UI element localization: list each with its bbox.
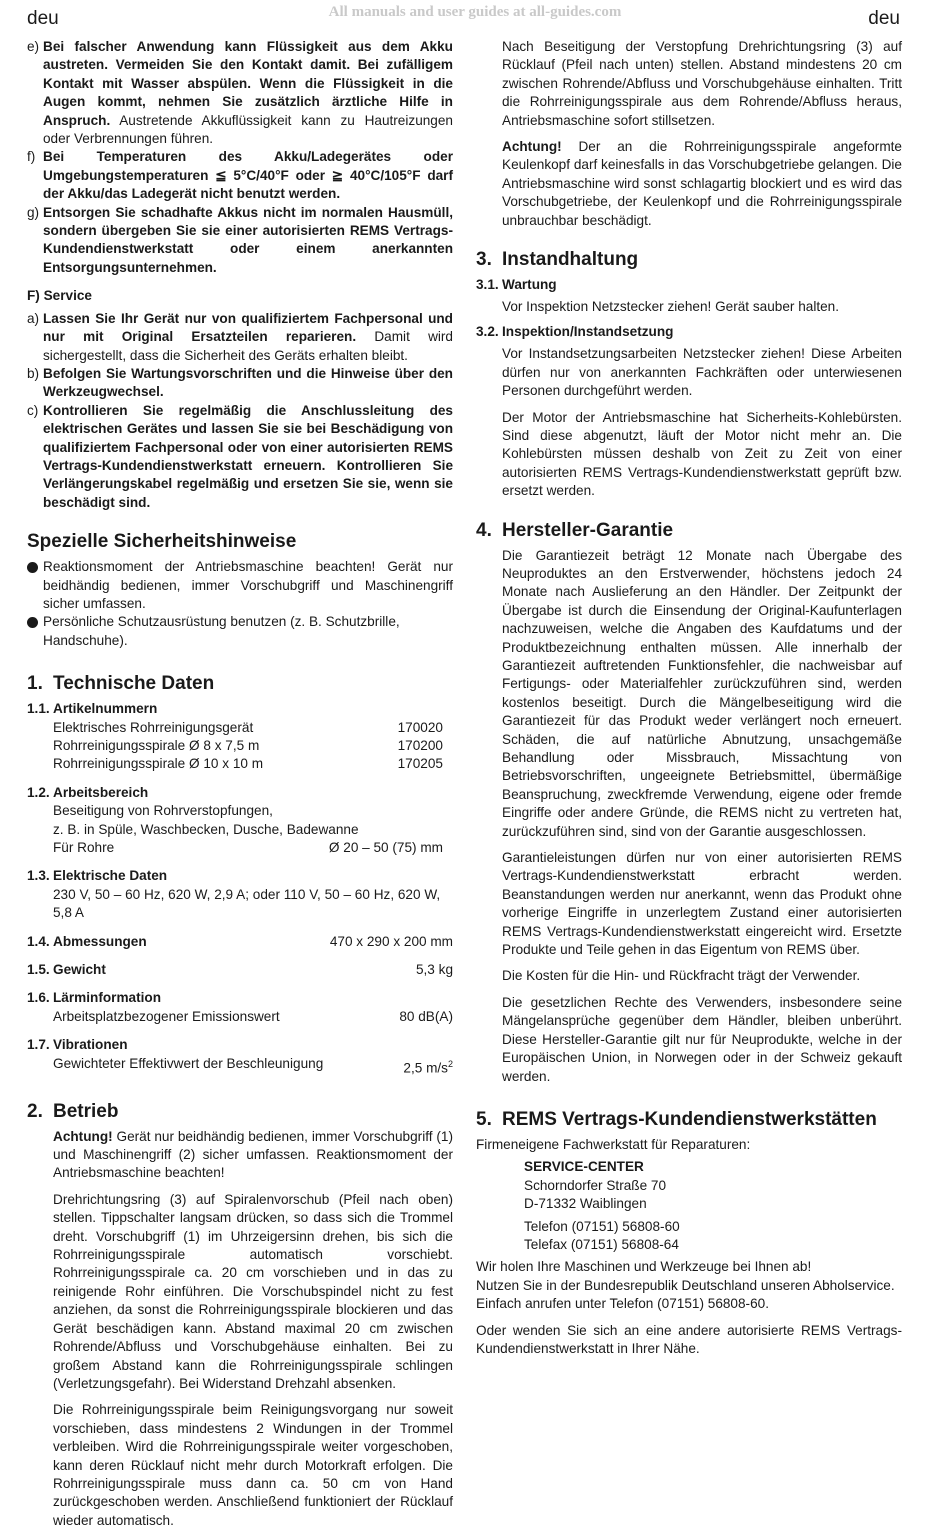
item-label: b) [27, 365, 40, 381]
vibration-row [27, 1055, 453, 1078]
safety-item-e [27, 38, 453, 148]
subsection-heading [27, 989, 453, 1007]
bullet-text: Reaktionsmoment der Antriebsmaschine beachten! Gerät nur beidhändig bedienen, immer Vorschubgriff und Maschinengriff sicher umfassen. [43, 559, 453, 611]
item-bold-text: Kontrollieren Sie regelmäßig die Anschlussleitung des elektrischen Gerätes und lassen Sie sie bei Beschädigung von qualifiziertem Fachpersonal oder von einer autorisierten REMS Vertrags-Kundendienstwerkstatt erneuern. Kontrollieren Sie Verlängerungskabel regelmäßig und ersetzen Sie sie, wenn sie beschädigt sind. [43, 402, 453, 510]
item-bold-text: Bei falscher Anwendung kann Flüssigkeit aus dem Akku austreten. Vermeiden Sie den Kontakt damit. Bei zufälligem Kontakt mit Wasser abspülen. Wenn die Flüssigkeit in die Augen kommt, nehmen Sie zusätzlich ärztliche Hilfe in Anspruch. [43, 39, 453, 128]
item-bold-text: Lassen Sie Ihr Gerät nur von qualifiziertem Fachpersonal und nur mit Original Ersatzteilen reparieren. [43, 310, 453, 345]
section-number: 4. [476, 519, 492, 541]
section-title: Instandhaltung [502, 249, 639, 271]
subsection-number: 3.1. [476, 277, 499, 293]
section-number: 2. [27, 1100, 43, 1122]
item-bold-text: Entsorgen Sie schadhafte Akkus nicht im normalen Hausmüll, sondern übergeben Sie sie einer autorisierten REMS Vertrags-Kundendienstwerkstatt oder einem anerkannten Entsorgungsunternehmen. [43, 204, 453, 275]
bullet-icon [27, 617, 38, 628]
paragraph: Wir holen Ihre Maschinen und Werkzeuge bei Ihnen ab! [476, 1259, 812, 1275]
article-name: Elektrisches Rohrreinigungsgerät [53, 719, 254, 735]
value: 2,5 m/s [403, 1060, 448, 1076]
subsection-title: Artikelnummern [53, 701, 158, 717]
value: 470 x 290 x 200 mm [329, 933, 453, 949]
company-name: SERVICE-CENTER [524, 1159, 644, 1175]
paragraph: Die Rohrreinigungsspirale beim Reinigungsvorgang nur soweit vorschieben, dass mindestens 2 Windungen in der Trommel verbleiben. Wird die Rohrreinigungsspirale weiter vorgeschoben, kann deren Rücklauf nicht mehr durch Motorkraft erfolgen. Die Rohrreinigungsspirale muss dann ca. 50 cm von Hand zurückgeschoben werden. Anschließend funktioniert der Rücklauf wieder automatisch. [53, 1402, 453, 1528]
value-label: Gewichteter Effektivwert der Beschleunigung [53, 1055, 324, 1071]
phone-number: Telefon (07151) 56808-60 [524, 1218, 680, 1234]
dimensions-row [27, 933, 453, 951]
safety-item-f [27, 148, 453, 203]
article-code: 170200 [397, 738, 443, 753]
paragraph-text: Der an die Rohrreinigungsspirale angeformte Keulenkopf darf keinesfalls in das Vorschubgetriebe gelangen. Die Antriebsmaschine wird sonst schlagartig blockiert und es wird das Vorschubgetriebe, der Keulenkopf und die Rohrreinigungsspirale unbrauchbar beschädigt. [502, 139, 902, 228]
value-superscript: 2 [447, 1058, 453, 1069]
subsection-title: Vibrationen [53, 1037, 128, 1053]
paragraph: Firmeneigene Fachwerkstatt für Reparaturen: [476, 1136, 751, 1152]
text-line: Beseitigung von Rohrverstopfungen, [53, 803, 273, 819]
subsection-number: 1.7. [27, 1037, 50, 1053]
paragraph-text: Gerät nur beidhändig bedienen, immer Vorschubgriff (1) und Maschinengriff (2) sicher umfassen. Reaktionsmoment der Antriebsmaschine beachten! [53, 1128, 453, 1181]
warning-label: Achtung! [53, 1128, 113, 1144]
paragraph [502, 138, 902, 230]
item-label: g) [27, 204, 40, 220]
subsection-heading [476, 276, 902, 294]
section-heading-3 [476, 248, 902, 272]
value: Ø 20 – 50 (75) mm [328, 840, 443, 856]
subsection-heading [27, 867, 453, 885]
subsection-number: 3.2. [476, 323, 499, 339]
value-label: Arbeitsplatzbezogener Emissionswert [53, 1008, 280, 1024]
text-line: 230 V, 50 – 60 Hz, 620 W, 2,9 A; oder 110 V, 50 – 60 Hz, 620 W, 5,8 A [53, 886, 441, 921]
left-column [27, 38, 453, 1530]
subsection-number: 1.5. [27, 962, 50, 978]
service-item-a [27, 310, 453, 365]
article-name: Rohrreinigungsspirale Ø 8 x 7,5 m [53, 738, 260, 753]
paragraph: Vor Inspektion Netzstecker ziehen! Gerät sauber halten. [502, 299, 840, 315]
value-label: Für Rohre [53, 840, 115, 856]
paragraph: Nach Beseitigung der Verstopfung Drehrichtungsring (3) auf Rücklauf (Pfeil nach unten) stellen. Abstand mindestens 20 cm zwischen Rohrende/Abfluss und Vorschubgehäuse einhalten. Tritt die Rohrreinigungsspirale aus dem Rohrende/Abfluss heraus, Antriebsmaschine sofort stillsetzen. [502, 39, 902, 128]
article-row [53, 755, 443, 773]
text-line: z. B. in Spüle, Waschbecken, Dusche, Badewanne [53, 821, 359, 837]
fax-number: Telefax (07151) 56808-64 [524, 1236, 679, 1252]
section-number: 3. [476, 249, 492, 271]
section-number: 1. [27, 673, 43, 695]
item-text: Damit wird sichergestellt, dass die Sicherheit des Geräts erhalten bleibt. [43, 329, 453, 363]
paragraph: Die gesetzlichen Rechte des Verwenders, insbesondere seine Mängelansprüche gegenüber dem Händler, bleiben unberührt. Diese Hersteller-Garantie gilt nur für Neuprodukte, welche in der Europäischen Union, in Norwegen oder in der Schweiz gekauft werden. [502, 994, 902, 1084]
paragraph: Einfach anrufen unter Telefon (07151) 56808-60. [476, 1296, 769, 1312]
section-title: Hersteller-Garantie [502, 519, 674, 541]
section-heading-1 [27, 672, 453, 696]
section-heading-2 [27, 1100, 453, 1124]
subsection-number: 1.6. [27, 990, 50, 1006]
section-title: Technische Daten [53, 673, 215, 695]
paragraph [53, 1128, 453, 1183]
subsection-number: 1.1. [27, 701, 50, 717]
subsection-title: Lärminformation [53, 990, 161, 1006]
service-title: F) Service [27, 288, 92, 304]
article-row [53, 719, 443, 737]
bullet-item [27, 558, 453, 613]
item-label: a) [27, 310, 40, 326]
language-code-right: deu [868, 8, 900, 29]
paragraph: Die Garantiezeit beträgt 12 Monate nach Übergabe des Neuproduktes an den Erstverwender, höchstens jedoch 24 Monate nach Auslieferung an den Händler. Der Zeitpunkt der Übergabe ist durch die Einsendung der Original-Kaufunterlagen nachzuweisen, welche die Angaben des Kaufdatums und der Produktbezeichnung enthalten müssen. Alle innerhalb der Garantiezeit auftretenden Funktionsfehler, die nachweisbar auf Fertigungs- oder Materialfehler zurückzuführen sind, werden kostenlos beseitigt. Durch die Mängelbeseitigung wird die Garantiezeit für das Produkt weder verlängert noch erneuert. Schäden, die auf natürliche Abnutzung, unsachgemäße Behandlung oder Missbrauch, Missachtung von Betriebsvorschriften, ungeeignete Betriebsmittel, übermäßige Beanspruchung, zweckfremde Verwendung, eigene oder fremde Eingriffe oder andere Gründe, die REMS nicht zu vertreten hat, zurückzuführen sind, sind von der Garantie ausgeschlossen. [502, 547, 902, 839]
subsection-title: Elektrische Daten [53, 868, 168, 884]
item-bold-text: Befolgen Sie Wartungsvorschriften und die Hinweise über den Werkzeugwechsel. [43, 365, 453, 400]
section-title: Betrieb [53, 1100, 119, 1122]
paragraph: Die Kosten für die Hin- und Rückfracht trägt der Verwender. [502, 968, 861, 984]
service-item-c [27, 402, 453, 512]
paragraph: Drehrichtungsring (3) auf Spiralenvorschub (Pfeil nach oben) stellen. Tippschalter langsam drücken, so dass sich die Trommel dreht. Vorschubgriff (1) im Uhrzeigersinn drehen, bis sich die Rohrreinigungsspirale automatisch vorschiebt. Rohrreinigungsspirale ca. 20 cm vorschieben und in das zu reinigende Rohr einführen. Die Vorschubspindel nicht zu fest anziehen, da sonst die Rohrreinigungsspirale blockieren und das Gerät beschädigen kann. Abstand maximal 20 cm zwischen Rohrende/Abfluss und Vorschubgehäuse einhalten. Bei zu großem Abstand kann die Rohrreinigungsspirale schlingen (Verletzungsgefahr). Bei Widerstand Drehzahl absenken. [53, 1191, 453, 1391]
section-heading-4 [476, 519, 902, 543]
watermark: All manuals and user guides at all-guides.com [328, 4, 622, 20]
safety-item-g [27, 204, 453, 278]
section-heading-5 [476, 1108, 902, 1132]
paragraph: Vor Instandsetzungsarbeiten Netzstecker ziehen! Diese Arbeiten dürfen nur von anerkannten Fachkräften oder unterwiesenen Personen durchgeführt werden. [502, 346, 902, 399]
paragraph: Garantieleistungen dürfen nur von einer autorisierten REMS Vertrags-Kundendienstwerkstatt erbracht werden. Beanstandungen werden nur anerkannt, wenn das Produkt ohne vorherige Eingriffe in unzerlegtem Zustand einer autorisierten REMS Vertrags-Kundendienstwerkstatt eingereicht wird. Ersetzte Produkte und Teile gehen in das Eigentum von REMS über. [502, 850, 902, 958]
subsection-heading [27, 700, 453, 718]
subsection-heading [27, 784, 453, 802]
address-street: Schorndorfer Straße 70 [524, 1177, 667, 1193]
subsection-number: 1.3. [27, 868, 50, 884]
section-title: REMS Vertrags-Kundendienstwerkstätten [502, 1108, 877, 1130]
right-column [476, 38, 902, 1358]
subsection-title: Gewicht [53, 962, 106, 978]
special-safety-heading: Spezielle Sicherheitshinweise [27, 531, 297, 553]
paragraph: Nutzen Sie in der Bundesrepublik Deutschland unseren Abholservice. [476, 1277, 895, 1293]
article-list [27, 719, 453, 774]
subsection-number: 1.4. [27, 933, 50, 949]
service-address [476, 1158, 902, 1254]
bullet-item [27, 613, 453, 650]
article-code: 170020 [397, 719, 443, 735]
address-city: D-71332 Waiblingen [524, 1196, 647, 1212]
weight-row [27, 961, 453, 979]
subsection-title: Arbeitsbereich [53, 784, 149, 800]
subsection-title: Wartung [502, 277, 557, 293]
article-name: Rohrreinigungsspirale Ø 10 x 10 m [53, 756, 264, 772]
item-label: f) [27, 149, 36, 165]
paragraph: Der Motor der Antriebsmaschine hat Sicherheits-Kohlebürsten. Sind diese abgenutzt, läuft der Motor nicht mehr an. Die Kohlebürsten müssen deshalb von Zeit zu Zeit von einer autorisierten REMS Vertrags-Kundendienstwerkstatt geprüft bzw. ersetzt werden. [502, 409, 902, 499]
warning-label: Achtung! [502, 139, 562, 155]
subsection-heading [27, 1036, 453, 1054]
subsection-number: 1.2. [27, 784, 50, 800]
subsection-heading [476, 323, 902, 341]
article-row [53, 737, 443, 755]
item-label: e) [27, 39, 40, 54]
noise-row [27, 1008, 453, 1026]
bullet-text: Persönliche Schutzausrüstung benutzen (z. B. Schutzbrille, Handschuhe). [43, 614, 400, 648]
item-bold-text: Bei Temperaturen des Akku/Ladegerätes oder Umgebungstemperaturen ≦ 5°C/40°F oder ≧ 40°C/105°F darf der Akku/das Ladegerät nicht benutzt werden. [43, 149, 453, 202]
value: 80 dB(A) [399, 1008, 453, 1024]
language-code-left: deu [27, 8, 59, 29]
paragraph: Oder wenden Sie sich an eine andere autorisierte REMS Vertrags-Kundendienstwerkstatt in Ihrer Nähe. [476, 1322, 902, 1356]
section-number: 5. [476, 1108, 492, 1130]
item-label: c) [27, 402, 39, 418]
subsection-title: Inspektion/Instandsetzung [502, 323, 674, 339]
article-code: 170205 [397, 756, 443, 772]
subsection-title: Abmessungen [53, 933, 147, 949]
item-text: Austretende Akkuflüssigkeit kann zu Hautreizungen oder Verbrennungen führen. [43, 112, 453, 147]
bullet-icon [27, 562, 38, 573]
pipe-range-row [53, 839, 443, 857]
service-item-b [27, 365, 453, 402]
value: 5,3 kg [415, 962, 453, 978]
